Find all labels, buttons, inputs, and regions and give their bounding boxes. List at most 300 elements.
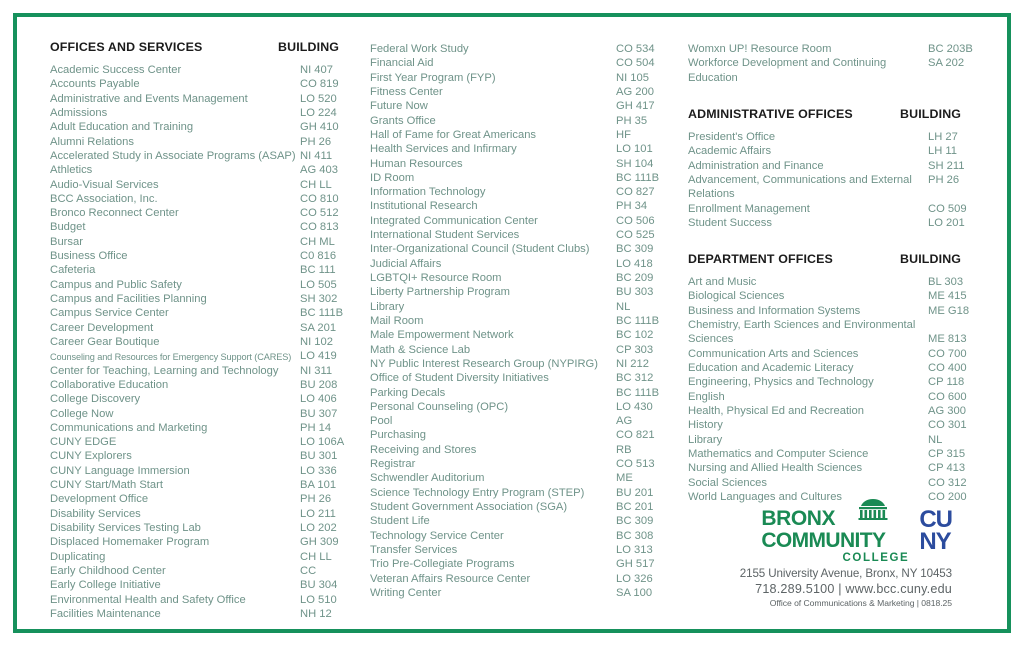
section-header-offices-and-services: [50, 40, 350, 61]
directory-row-label: College Now: [50, 407, 114, 420]
directory-row: [370, 386, 665, 400]
directory-row: [50, 63, 350, 77]
directory-row: [688, 404, 988, 418]
directory-row: [370, 443, 665, 457]
directory-row: [370, 71, 665, 85]
directory-row-label: International Student Services: [370, 229, 520, 242]
directory-row-label: Administrative and Events Management: [50, 92, 248, 105]
directory-row-building-code: GH 410: [300, 121, 339, 134]
directory-row: [688, 447, 988, 461]
directory-row-label: Parking Decals: [370, 386, 446, 399]
directory-row: [688, 130, 988, 144]
directory-rows: [688, 275, 988, 504]
directory-row: [370, 586, 665, 600]
directory-row-building-code: LO 326: [616, 572, 653, 585]
directory-row-building-code: BC 111B: [300, 307, 344, 320]
directory-row-label: Accounts Payable: [50, 78, 140, 91]
directory-row-building-code: NI 105: [616, 71, 649, 84]
directory-row-building-code: AG 403: [300, 164, 338, 177]
directory-row-building-code: LO 313: [616, 543, 653, 556]
directory-row: [370, 557, 665, 571]
directory-row-building-code: NI 411: [300, 149, 333, 162]
directory-row: [370, 328, 665, 342]
directory-row-label: Male Empowerment Network: [370, 329, 514, 342]
directory-row: [50, 607, 350, 621]
directory-row: [370, 114, 665, 128]
directory-row-building-code: LO 336: [300, 464, 337, 477]
directory-row-building-code: CP 303: [616, 343, 654, 356]
directory-row-building-code: BC 102: [616, 329, 654, 342]
directory-row: [50, 407, 350, 421]
directory-row-label: Admissions: [50, 106, 108, 119]
section-header-department-offices: [688, 252, 988, 273]
directory-row-label: Fitness Center: [370, 85, 443, 98]
directory-row: [370, 371, 665, 385]
directory-row-building-code: PH 35: [616, 114, 648, 127]
directory-row: [50, 435, 350, 449]
directory-row: [50, 149, 350, 163]
directory-row-label: CUNY Explorers: [50, 450, 132, 463]
section-title: OFFICES AND SERVICES: [50, 40, 203, 54]
directory-row-label: Early College Initiative: [50, 579, 161, 592]
directory-row-building-code: CO 513: [616, 458, 655, 471]
directory-row-building-code: NI 212: [616, 357, 649, 370]
directory-row-building-code: BU 307: [300, 407, 338, 420]
directory-row-label: Judicial Affairs: [370, 257, 442, 270]
directory-row-building-code: CO 509: [928, 202, 967, 215]
directory-row-label: Audio-Visual Services: [50, 178, 159, 191]
directory-row: [50, 578, 350, 592]
directory-row-label: Campus Service Center: [50, 307, 169, 320]
directory-row: [50, 163, 350, 177]
directory-row-building-code: CO 534: [616, 43, 655, 55]
directory-row-building-code: CP 315: [928, 447, 966, 460]
directory-row-building-code: NL: [928, 433, 943, 446]
directory-row: [370, 285, 665, 299]
directory-row-building-code: BC 308: [616, 529, 654, 542]
directory-row: [688, 202, 988, 216]
directory-row-label: Accelerated Study in Associate Programs (ASAP): [50, 149, 296, 162]
directory-row-building-code: GH 517: [616, 558, 655, 571]
directory-row-label: Student Success: [688, 216, 772, 229]
directory-row-label: ID Room: [370, 171, 415, 184]
directory-row-building-code: AG 300: [928, 404, 966, 417]
directory-row-building-code: ME G18: [928, 304, 970, 317]
directory-row-label: Hall of Fame for Great Americans: [370, 128, 537, 141]
directory-row-label: Integrated Communication Center: [370, 214, 538, 227]
directory-row-building-code: ME 415: [928, 290, 967, 303]
directory-row-label: World Languages and Cultures: [688, 490, 843, 503]
directory-row: [370, 471, 665, 485]
directory-row-building-code: CO 525: [616, 229, 655, 242]
directory-row-building-code: LO 406: [300, 393, 337, 406]
directory-row-building-code: CO 700: [928, 347, 967, 360]
directory-row: [50, 135, 350, 149]
directory-row: [50, 77, 350, 91]
publication-credit-line: Office of Communications & Marketing | 0818.25: [769, 598, 952, 608]
directory-row-label: Campus and Facilities Planning: [50, 293, 207, 305]
directory-row: [370, 414, 665, 428]
section-title: ADMINISTRATIVE OFFICES: [688, 106, 853, 121]
directory-row-label: Health, Physical Ed and Recreation: [688, 404, 864, 417]
directory-row-label: Early Childhood Center: [50, 564, 166, 577]
directory-row-building-code: CO 301: [928, 419, 967, 432]
directory-row-label: Science Technology Entry Program (STEP): [370, 486, 585, 499]
directory-row-building-code: CO 312: [928, 476, 967, 489]
directory-row: [370, 543, 665, 557]
directory-row-label: Veteran Affairs Resource Center: [370, 572, 531, 585]
directory-row: [50, 421, 350, 435]
logo-text-community: COMMUNITY: [761, 529, 886, 552]
logo-text-college: COLLEGE: [842, 552, 910, 564]
directory-row-label: CUNY Start/Math Start: [50, 479, 163, 492]
directory-row-label: Transfer Services: [370, 543, 458, 556]
directory-row-label: Bursar: [50, 235, 83, 248]
directory-row: [370, 529, 665, 543]
directory-row-label: Campus and Public Safety: [50, 278, 182, 291]
directory-row: [50, 564, 350, 578]
directory-row-label: Future Now: [370, 100, 428, 113]
directory-row-label: NY Public Interest Research Group (NYPIRG): [370, 357, 598, 370]
directory-row-label: Liberty Partnership Program: [370, 286, 510, 299]
phone-and-website-line: 718.289.5100 | www.bcc.cuny.edu: [755, 582, 952, 596]
address-line: 2155 University Avenue, Bronx, NY 10453: [739, 567, 952, 580]
directory-row-building-code: SA 201: [300, 321, 337, 334]
directory-row: [50, 92, 350, 106]
directory-row-label: Library: [688, 433, 723, 446]
directory-row-label: Math & Science Lab: [370, 343, 471, 356]
directory-row-building-code: CH LL: [300, 550, 332, 563]
directory-row: [50, 178, 350, 192]
directory-row: [50, 292, 350, 306]
directory-row-label: Student Government Association (SGA): [370, 501, 568, 513]
contact-info: [688, 567, 988, 609]
directory-row-building-code: SA 100: [616, 586, 653, 599]
directory-row-building-code: BC 309: [616, 243, 654, 256]
directory-row: [50, 321, 350, 335]
directory-row-building-code: LO 224: [300, 106, 337, 119]
directory-row: [50, 335, 350, 349]
directory-row-building-code: CO 512: [300, 207, 339, 220]
directory-row: [370, 500, 665, 514]
directory-row-building-code: BC 309: [616, 515, 654, 528]
directory-row-label: Biological Sciences: [688, 290, 785, 303]
directory-row-building-code: BC 111: [300, 264, 336, 277]
directory-row-building-code: LO 418: [616, 257, 653, 270]
directory-row-label: Academic Affairs: [688, 145, 772, 158]
directory-row-building-code: LO 520: [300, 92, 337, 105]
directory-row: [50, 392, 350, 406]
directory-row: [370, 214, 665, 228]
directory-row-building-code: LO 202: [300, 522, 337, 534]
column-administrative-and-department: [688, 40, 988, 504]
directory-row: [370, 514, 665, 528]
directory-row: [50, 306, 350, 320]
directory-row-label: Schwendler Auditorium: [370, 472, 485, 485]
directory-row-building-code: CO 821: [616, 429, 655, 442]
directory-row-building-code: BA 101: [300, 479, 337, 492]
directory-row-label: Mathematics and Computer Science: [688, 447, 869, 460]
directory-row: [50, 550, 350, 564]
directory-row-building-code: LO 505: [300, 278, 337, 291]
directory-row: [50, 492, 350, 506]
section-title: DEPARTMENT OFFICES: [688, 252, 833, 267]
directory-row-building-code: BU 201: [616, 486, 654, 499]
directory-row-label: Workforce Development and Continuing Education: [688, 57, 887, 84]
directory-row: [688, 304, 988, 318]
directory-row-building-code: NI 407: [300, 64, 333, 76]
directory-row-label: President's Office: [688, 130, 776, 143]
directory-row: [50, 378, 350, 392]
directory-row-building-code: CO 827: [616, 186, 655, 199]
directory-row-building-code: CO 506: [616, 214, 655, 227]
directory-row-building-code: LO 430: [616, 400, 653, 413]
directory-row-building-code: C0 816: [300, 250, 337, 263]
directory-row: [50, 192, 350, 206]
directory-row-label: Social Sciences: [688, 476, 767, 489]
directory-row-building-code: CO 504: [616, 57, 655, 70]
directory-row-label: Financial Aid: [370, 57, 434, 70]
directory-row: [370, 314, 665, 328]
directory-row: [50, 278, 350, 292]
directory-row-label: Athletics: [50, 164, 93, 177]
directory-row-label: Advancement, Communications and External Relations: [688, 173, 912, 201]
directory-row: [370, 343, 665, 357]
directory-row-building-code: SH 104: [616, 157, 654, 170]
directory-row-label: Collaborative Education: [50, 378, 169, 391]
directory-row: [50, 521, 350, 535]
directory-row: [688, 461, 988, 475]
directory-row-label: Trio Pre-Collegiate Programs: [370, 558, 515, 571]
section-building-label: BUILDING: [900, 252, 962, 267]
campus-dome-icon: [853, 498, 893, 520]
directory-row-building-code: ME: [616, 472, 633, 485]
directory-row-building-code: NL: [616, 300, 631, 313]
directory-row: [688, 418, 988, 432]
directory-row-building-code: NI 311: [300, 364, 333, 377]
directory-row-building-code: PH 14: [300, 421, 332, 434]
directory-row-building-code: CH LL: [300, 178, 332, 191]
directory-row-building-code: PH 26: [300, 135, 332, 148]
directory-row-label: Career Development: [50, 321, 154, 334]
directory-row-label: English: [688, 390, 725, 403]
directory-row-label: Center for Teaching, Learning and Technology: [50, 364, 279, 377]
directory-row: [370, 572, 665, 586]
directory-row-label: Cafeteria: [50, 264, 96, 277]
directory-row-building-code: LO 419: [300, 350, 337, 363]
directory-row-building-code: BC 111B: [616, 314, 660, 327]
directory-row-label: College Discovery: [50, 393, 141, 406]
directory-row-building-code: PH 34: [616, 200, 648, 213]
directory-row-building-code: LH 27: [928, 130, 958, 143]
directory-row-label: Technology Service Center: [370, 529, 504, 542]
directory-row-label: Institutional Research: [370, 200, 478, 213]
directory-row-building-code: BC 312: [616, 372, 654, 385]
directory-row-label: Disability Services Testing Lab: [50, 522, 201, 534]
directory-row: [688, 375, 988, 389]
directory-row-label: Grants Office: [370, 114, 436, 127]
cuny-text-ny: NY: [919, 528, 951, 556]
directory-row-label: LGBTQI+ Resource Room: [370, 272, 502, 284]
directory-row-building-code: PH 26: [300, 493, 332, 506]
directory-rows: [50, 63, 350, 621]
section-header-administrative-offices: [688, 107, 988, 128]
directory-row: [688, 318, 988, 347]
directory-row: [688, 390, 988, 404]
directory-row-building-code: SA 202: [928, 57, 965, 70]
directory-row-building-code: BU 303: [616, 286, 654, 299]
directory-row: [50, 478, 350, 492]
section-building-label: BUILDING: [278, 40, 340, 54]
directory-row-building-code: BC 203B: [928, 43, 973, 55]
directory-row-label: Office of Student Diversity Initiatives: [370, 372, 549, 385]
directory-row: [688, 216, 988, 230]
directory-row-building-code: PH 26: [928, 173, 960, 186]
cuny-text-cu: CU: [919, 506, 952, 533]
directory-row-building-code: BC 111B: [616, 386, 660, 399]
directory-row-label: Chemistry, Earth Sciences and Environmental Sciences: [688, 319, 916, 346]
directory-row-label: Personal Counseling (OPC): [370, 400, 509, 413]
directory-row-building-code: RB: [616, 443, 632, 456]
directory-row-label: Environmental Health and Safety Office: [50, 593, 246, 606]
directory-row: [370, 42, 665, 56]
directory-row-label: Human Resources: [370, 157, 463, 170]
directory-row: [50, 507, 350, 521]
directory-row-label: Federal Work Study: [370, 43, 469, 55]
directory-row: [688, 289, 988, 303]
section-spacer: [688, 85, 988, 107]
directory-row-building-code: CO 819: [300, 78, 339, 91]
directory-row: [370, 242, 665, 256]
directory-row: [50, 235, 350, 249]
directory-row-label: Business Office: [50, 250, 128, 263]
directory-row-building-code: LO 101: [616, 143, 653, 156]
directory-row-label: Womxn UP! Resource Room: [688, 43, 832, 55]
directory-row-label: Receiving and Stores: [370, 443, 477, 456]
directory-row-label: Nursing and Allied Health Sciences: [688, 462, 863, 475]
directory-row-label: Adult Education and Training: [50, 121, 194, 134]
directory-row-label: Academic Success Center: [50, 64, 182, 76]
directory-row: [688, 173, 988, 202]
directory-row-building-code: HF: [616, 128, 631, 141]
column-offices-and-services: [50, 40, 350, 621]
directory-row: [370, 157, 665, 171]
cuny-logo: [919, 506, 952, 556]
directory-row-building-code: BC 111B: [616, 171, 660, 184]
directory-row: [370, 199, 665, 213]
directory-row: [688, 159, 988, 173]
directory-row: [370, 400, 665, 414]
directory-row: [688, 347, 988, 361]
directory-row-building-code: AG 200: [616, 85, 654, 98]
directory-row-label: Mail Room: [370, 314, 424, 327]
directory-row-label: Communications and Marketing: [50, 421, 208, 434]
directory-row-label: Duplicating: [50, 550, 106, 563]
directory-row: [688, 476, 988, 490]
directory-row-label: CUNY Language Immersion: [50, 464, 190, 477]
directory-row: [688, 42, 988, 56]
directory-row-label: Information Technology: [370, 186, 486, 199]
directory-row: [688, 433, 988, 447]
directory-row: [370, 56, 665, 70]
directory-row: [688, 490, 988, 504]
directory-row: [370, 171, 665, 185]
directory-row-building-code: BU 304: [300, 579, 338, 592]
directory-row: [688, 361, 988, 375]
directory-row: [50, 449, 350, 463]
directory-row: [50, 364, 350, 378]
directory-row: [370, 85, 665, 99]
directory-row-label: Budget: [50, 221, 86, 234]
directory-row: [370, 486, 665, 500]
directory-row-label: Counseling and Resources for Emergency Support (CARES): [50, 351, 292, 362]
directory-row-label: Library: [370, 300, 405, 313]
directory-row-label: Health Services and Infirmary: [370, 143, 517, 156]
directory-row: [50, 106, 350, 120]
directory-row-label: Business and Information Systems: [688, 304, 861, 317]
directory-row: [370, 99, 665, 113]
directory-row-building-code: LO 510: [300, 593, 337, 606]
directory-row-building-code: CO 600: [928, 390, 967, 403]
directory-row-building-code: GH 417: [616, 100, 655, 113]
directory-row: [50, 220, 350, 234]
directory-row-label: Alumni Relations: [50, 135, 134, 148]
directory-row-label: BCC Association, Inc.: [50, 192, 158, 205]
directory-row-building-code: BU 208: [300, 378, 338, 391]
section-spacer: [688, 230, 988, 252]
directory-row: [50, 464, 350, 478]
directory-row: [370, 257, 665, 271]
section-building-label: BUILDING: [900, 106, 962, 121]
directory-row-building-code: BL 303: [928, 276, 964, 289]
directory-row-building-code: BU 301: [300, 450, 338, 463]
directory-row-building-code: CH ML: [300, 235, 335, 248]
directory-row: [370, 185, 665, 199]
directory-row-label: Disability Services: [50, 507, 141, 520]
directory-row-label: Pool: [370, 415, 393, 428]
directory-row-building-code: BC 209: [616, 272, 654, 284]
directory-row: [50, 263, 350, 277]
directory-rows: [688, 130, 988, 230]
directory-row-building-code: LO 106A: [300, 436, 345, 449]
directory-row-building-code: NI 102: [300, 335, 333, 348]
directory-row-building-code: LO 201: [928, 216, 965, 229]
directory-row: [50, 206, 350, 220]
directory-row: [688, 56, 988, 85]
logo-and-contact-block: [688, 508, 988, 609]
directory-row-label: Student Life: [370, 515, 430, 528]
directory-row: [370, 128, 665, 142]
directory-row: [688, 144, 988, 158]
directory-row-building-code: CP 413: [928, 462, 966, 475]
directory-rows: [370, 42, 665, 600]
directory-row-label: Art and Music: [688, 276, 757, 289]
directory-row: [370, 228, 665, 242]
directory-row: [370, 300, 665, 314]
directory-row-building-code: GH 309: [300, 536, 339, 549]
directory-row-building-code: NH 12: [300, 607, 332, 620]
directory-row-label: Registrar: [370, 458, 416, 471]
directory-row-label: Facilities Maintenance: [50, 607, 161, 620]
column-offices-and-services-continued: [370, 40, 665, 600]
directory-row-building-code: BC 201: [616, 501, 654, 513]
directory-row-building-code: AG: [616, 415, 633, 428]
directory-row-label: Development Office: [50, 493, 149, 506]
directory-row-label: Administration and Finance: [688, 159, 824, 172]
directory-row-label: Communication Arts and Sciences: [688, 347, 859, 360]
directory-row-building-code: CC: [300, 564, 317, 577]
directory-row: [50, 535, 350, 549]
